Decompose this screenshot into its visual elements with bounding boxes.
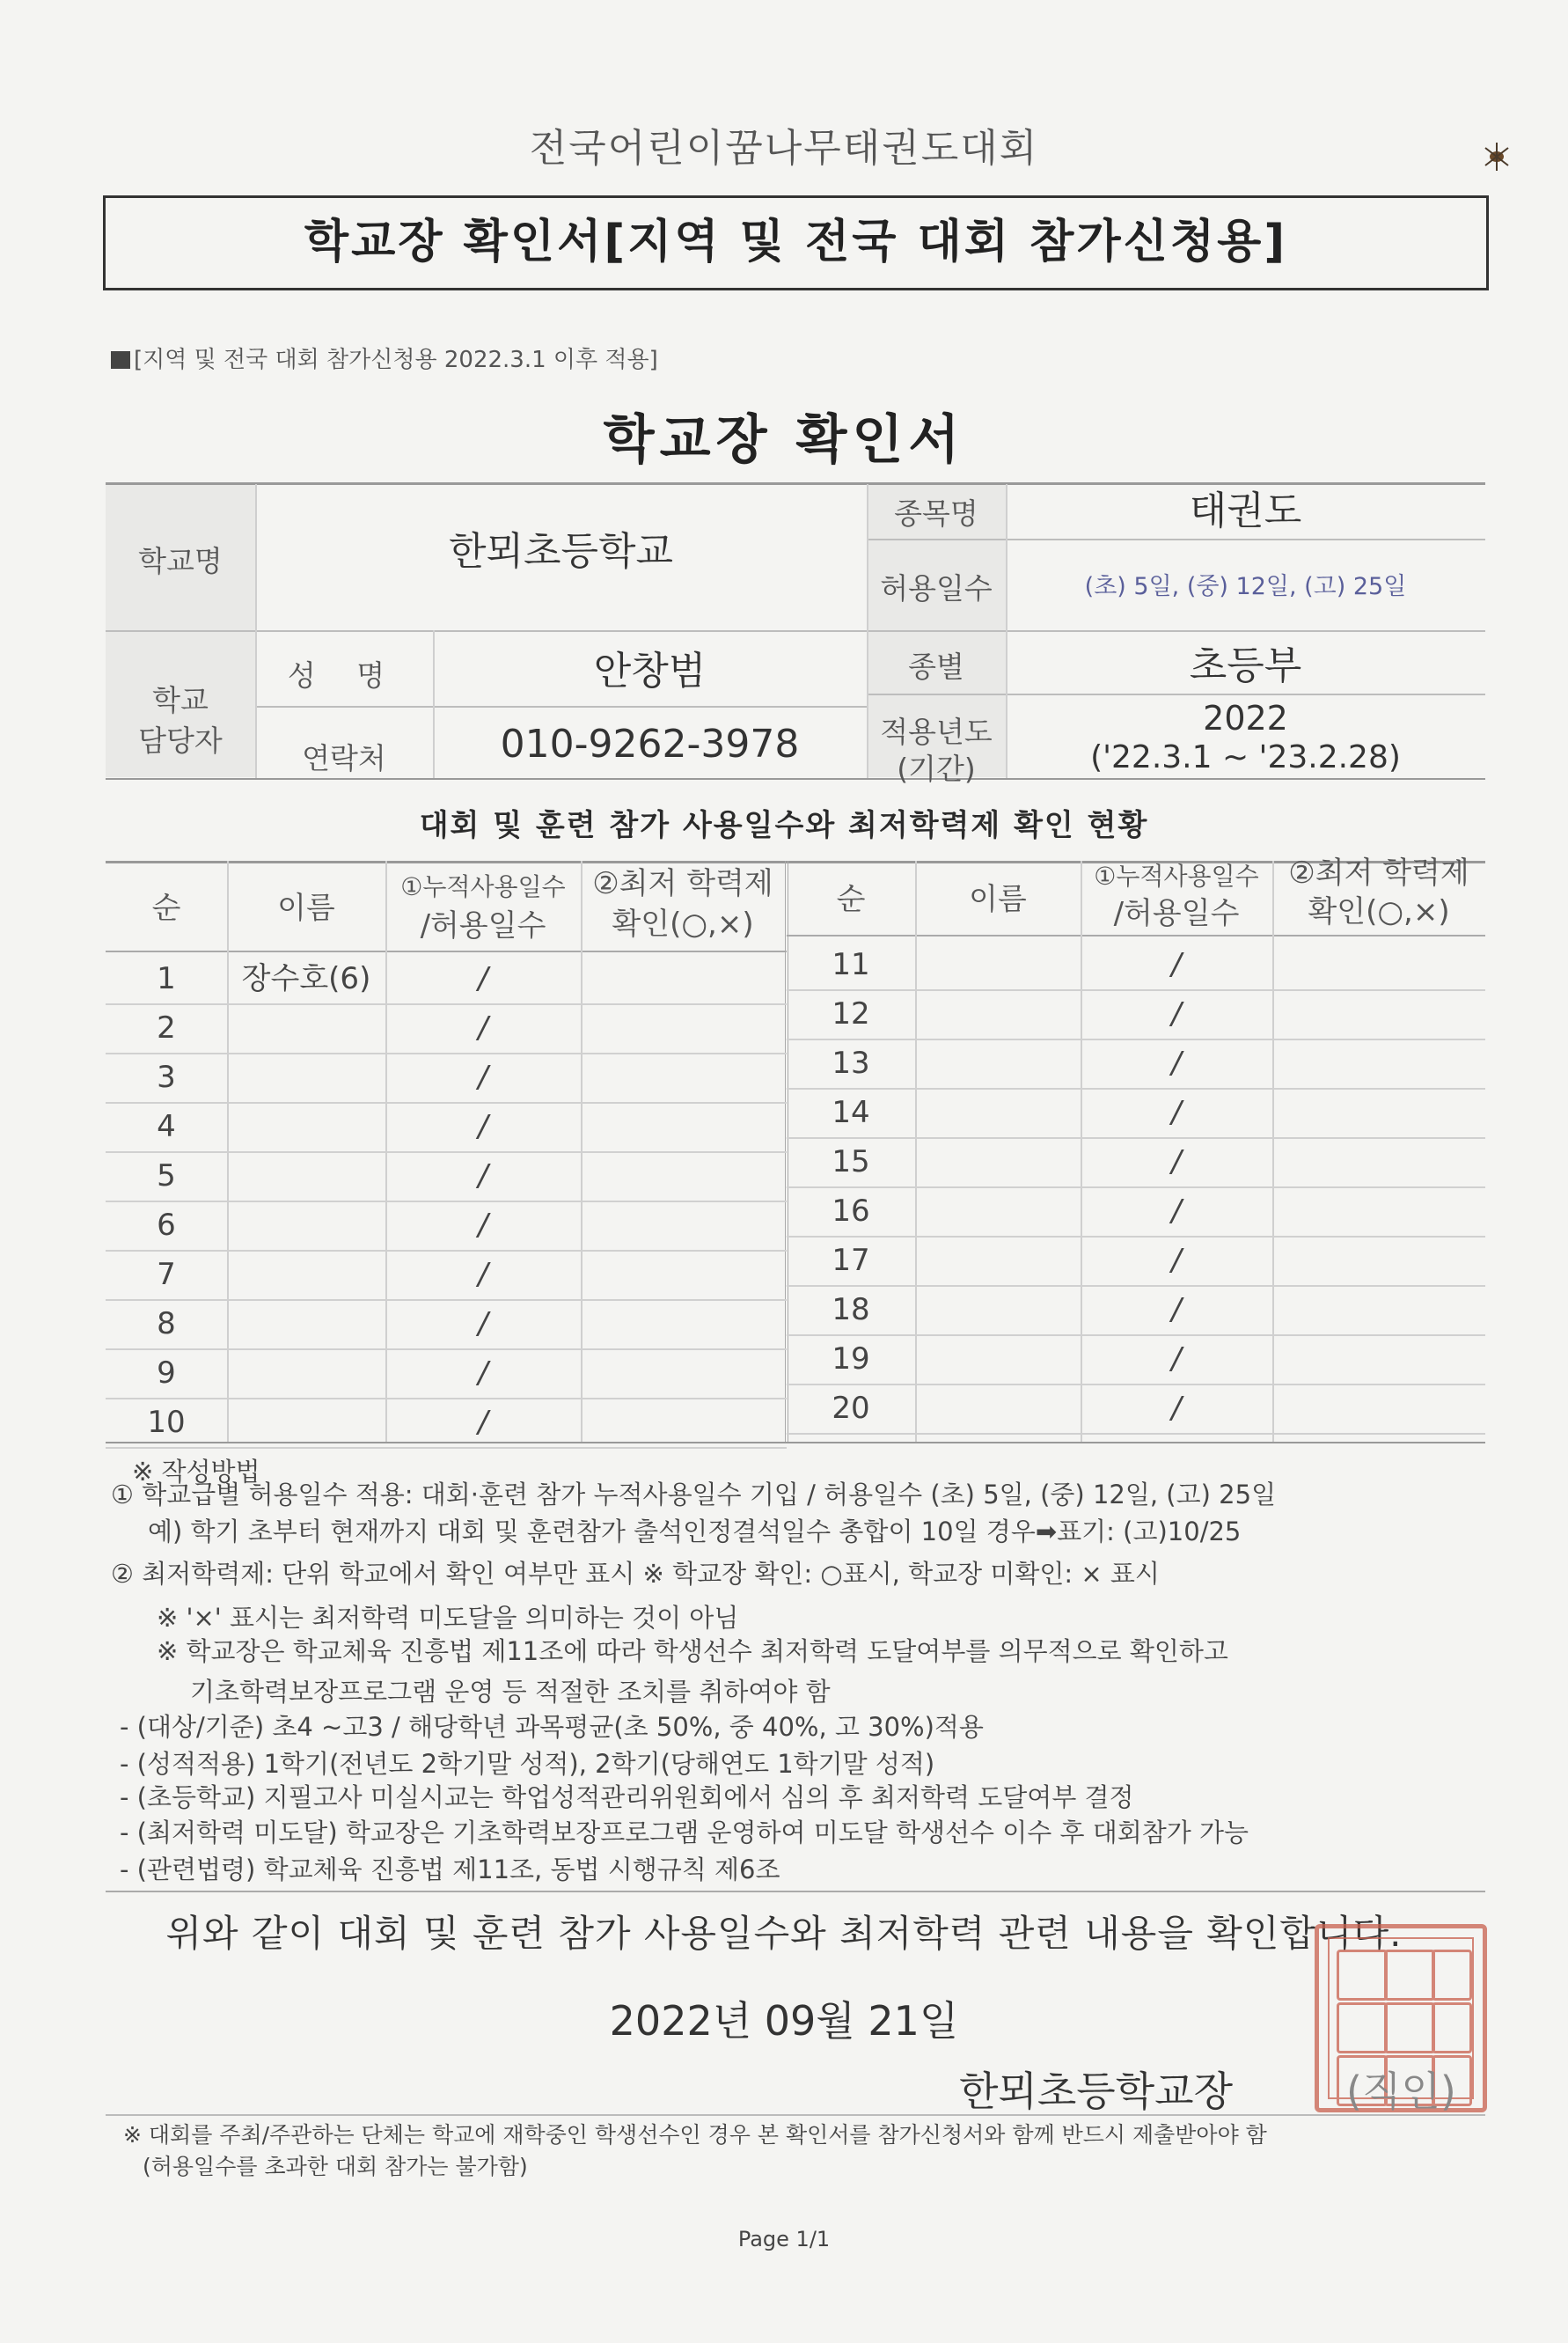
row-days: / [1171,1095,1182,1130]
instruction-line: ※ 학교장은 학교체육 진흥법 제11조에 따라 학생선수 최저학력 도달여부를 의무적으로 확인하고 [157,1636,1228,1666]
instruction-line: 기초학력보장프로그램 운영 등 적절한 조치를 취하여야 함 [190,1677,831,1707]
instruction-line: ① 학교급별 허용일수 적용: 대회·훈련 참가 누적사용일수 기입 / 허용일수 (초) 5일, (중) 12일, (고) 25일 [111,1480,1277,1509]
row-number: 2 [157,1010,176,1046]
row-days: / [478,1109,488,1144]
row-number: 19 [832,1341,870,1377]
row-check [1272,1088,1485,1137]
row-name [227,1398,385,1447]
instructions-heading: ※ 작성방법 [132,1457,260,1487]
row-name [915,1236,1081,1285]
row-name [915,1334,1081,1384]
document-date: 2022년 09월 21일 [609,1997,959,2045]
row-number: 18 [832,1292,870,1327]
row-check [581,1348,785,1398]
header-name-right: 이름 [969,882,1027,917]
header-days-right-1: ①누적사용일수 [1094,862,1259,891]
row-check [581,1299,785,1348]
row-check [1272,1285,1485,1334]
row-check [581,1053,785,1102]
row-number: 3 [157,1060,176,1095]
confirmation-statement: 위와 같이 대회 및 훈련 참가 사용일수와 최저학력 관련 내용을 확인합니다. [165,1912,1403,1955]
year-label-1: 적용년도 [880,715,993,749]
row-number: 6 [157,1208,176,1243]
instruction-line: 예) 학기 초부터 현재까지 대회 및 훈련참가 출석인정결석일수 총합이 10일 경우➡표기: (고)10/25 [148,1517,1242,1546]
row-name [227,1102,385,1151]
header-academic-right-1: ②최저 학력제 [1288,856,1469,891]
row-days: / [1171,1292,1182,1327]
year-value: 2022 [1203,699,1288,738]
row-name [227,1053,385,1102]
row-check [581,1201,785,1250]
row-days: / [1171,1144,1182,1179]
square-bullet-icon [111,351,130,369]
row-days: / [1171,947,1182,982]
row-check [1272,1334,1485,1384]
row-days: / [478,961,488,996]
header-days-left-2: /허용일수 [420,908,546,944]
row-name [915,940,1081,989]
row-name [915,1039,1081,1088]
row-days: / [478,1010,488,1046]
row-check [1272,1039,1485,1088]
row-number: 4 [157,1109,176,1144]
form-title: 학교장 확인서 [603,409,965,471]
row-check [1272,1186,1485,1236]
row-check [581,1398,785,1447]
row-name [915,1285,1081,1334]
contact-person-label-1: 학교 [152,683,209,717]
row-number: 20 [832,1391,870,1426]
row-check [581,1003,785,1053]
school-label: 학교명 [138,544,223,578]
row-check [581,1102,785,1151]
row-number: 5 [157,1158,176,1194]
seal-mark: (직인) [1346,2068,1456,2115]
row-days: / [1171,1046,1182,1081]
row-check [1272,989,1485,1039]
row-number: 11 [832,947,870,982]
header-academic-left-2: 확인(○,×) [612,907,754,942]
footer-note-line-1: ※ 대회를 주최/주관하는 단체는 학교에 재학중인 학생선수인 경우 본 확인서를 참가신청서와 함께 반드시 제출받아야 함 [123,2122,1267,2148]
instruction-line: - (최저학력 미도달) 학교장은 기초학력보장프로그램 운영하여 미도달 학생선수 이수 후 대회참가 가능 [120,1818,1249,1847]
period-value: ('22.3.1 ~ '23.2.28) [1090,739,1401,775]
row-number: 8 [157,1306,176,1341]
row-name [915,1186,1081,1236]
header-academic-right-2: 확인(○,×) [1308,894,1450,929]
instruction-line: - (대상/기준) 초4 ~고3 / 해당학년 과목평균(초 50%, 중 40%, 고 30%)적용 [120,1712,984,1742]
school-value: 한뫼초등학교 [448,529,674,574]
row-name [227,1151,385,1201]
header-no-left: 순 [151,891,181,926]
phone-label: 연락처 [302,741,386,775]
allowed-days-label: 허용일수 [880,571,993,606]
row-number: 13 [832,1046,870,1081]
row-number: 16 [832,1194,870,1229]
instruction-line: ② 최저학력제: 단위 학교에서 확인 여부만 표시 ※ 학교장 확인: ○표시, 학교장 미확인: × 표시 [111,1559,1160,1589]
row-number: 14 [832,1095,870,1130]
row-days: / [478,1306,488,1341]
row-check [581,1151,785,1201]
allowed-days-value: (초) 5일, (중) 12일, (고) 25일 [1084,573,1407,600]
header-no-right: 순 [836,882,866,917]
row-days: / [478,1208,488,1243]
row-check [581,1250,785,1299]
page-number: Page 1/1 [737,2227,831,2251]
row-number: 9 [157,1355,176,1391]
row-days: / [478,1355,488,1391]
event-title: 전국어린이꿈나무태권도대회 [529,126,1039,171]
row-number: 15 [832,1144,870,1179]
row-days: / [1171,1391,1182,1426]
row-number: 1 [157,961,176,996]
phone-value: 010-9262-3978 [500,722,800,767]
principal-name: 한뫼초등학교장 [959,2068,1234,2115]
document-title: 학교장 확인서[지역 및 전국 대회 참가신청용] [103,195,1489,290]
name-value: 안창범 [593,649,707,694]
year-label-2: (기간) [897,752,976,786]
row-name [227,1348,385,1398]
footer-note-line-2: (허용일수를 초과한 대회 참가는 불가함) [143,2154,528,2179]
row-name [227,1299,385,1348]
row-number: 10 [147,1405,186,1440]
row-name: 장수호(6) [241,961,371,996]
row-number: 17 [832,1243,870,1278]
applies-note-text: [지역 및 전국 대회 참가신청용 2022.3.1 이후 적용] [134,347,658,373]
row-name [227,1250,385,1299]
row-days: / [1171,996,1182,1032]
row-number: 7 [157,1257,176,1292]
row-name [915,989,1081,1039]
contact-person-label-2: 담당자 [138,723,223,758]
instruction-line: ※ '×' 표시는 최저학력 미도달을 의미하는 것이 아님 [157,1603,739,1633]
row-check [1272,1384,1485,1433]
row-name [227,1201,385,1250]
row-check [1272,940,1485,989]
instruction-line: - (성적적용) 1학기(전년도 2학기말 성적), 2학기(당해연도 1학기말 성적) [120,1749,935,1779]
row-number: 12 [832,996,870,1032]
row-check [1272,1137,1485,1186]
footer-note [123,2119,1267,2183]
row-days: / [1171,1194,1182,1229]
header-name-left: 이름 [277,891,335,926]
category-value: 초등부 [1189,643,1302,688]
row-check [1272,1236,1485,1285]
row-days: / [478,1158,488,1194]
row-days: / [478,1060,488,1095]
row-check [581,954,785,1003]
header-days-right-2: /허용일수 [1113,896,1240,931]
instruction-line: - (초등학교) 지필고사 미실시교는 학업성적관리위원회에서 심의 후 최저학력 도달여부 결정 [120,1782,1134,1812]
row-name [915,1088,1081,1137]
status-table-title: 대회 및 훈련 참가 사용일수와 최저학력제 확인 현황 [419,808,1149,843]
row-name [227,1003,385,1053]
row-days: / [478,1257,488,1292]
sport-value: 태권도 [1189,488,1302,533]
sport-label: 종목명 [894,496,978,531]
applies-note [111,342,658,374]
row-days: / [478,1405,488,1440]
header-days-left-1: ①누적사용일수 [400,872,566,901]
row-name [915,1137,1081,1186]
row-name [915,1384,1081,1433]
row-days: / [1171,1341,1182,1377]
instruction-line: - (관련법령) 학교체육 진흥법 제11조, 동법 시행규칙 제6조 [120,1855,780,1884]
category-label: 종별 [908,650,964,684]
header-academic-left-1: ②최저 학력제 [592,866,773,901]
name-label: 성 명 [287,658,401,693]
row-days: / [1171,1243,1182,1278]
